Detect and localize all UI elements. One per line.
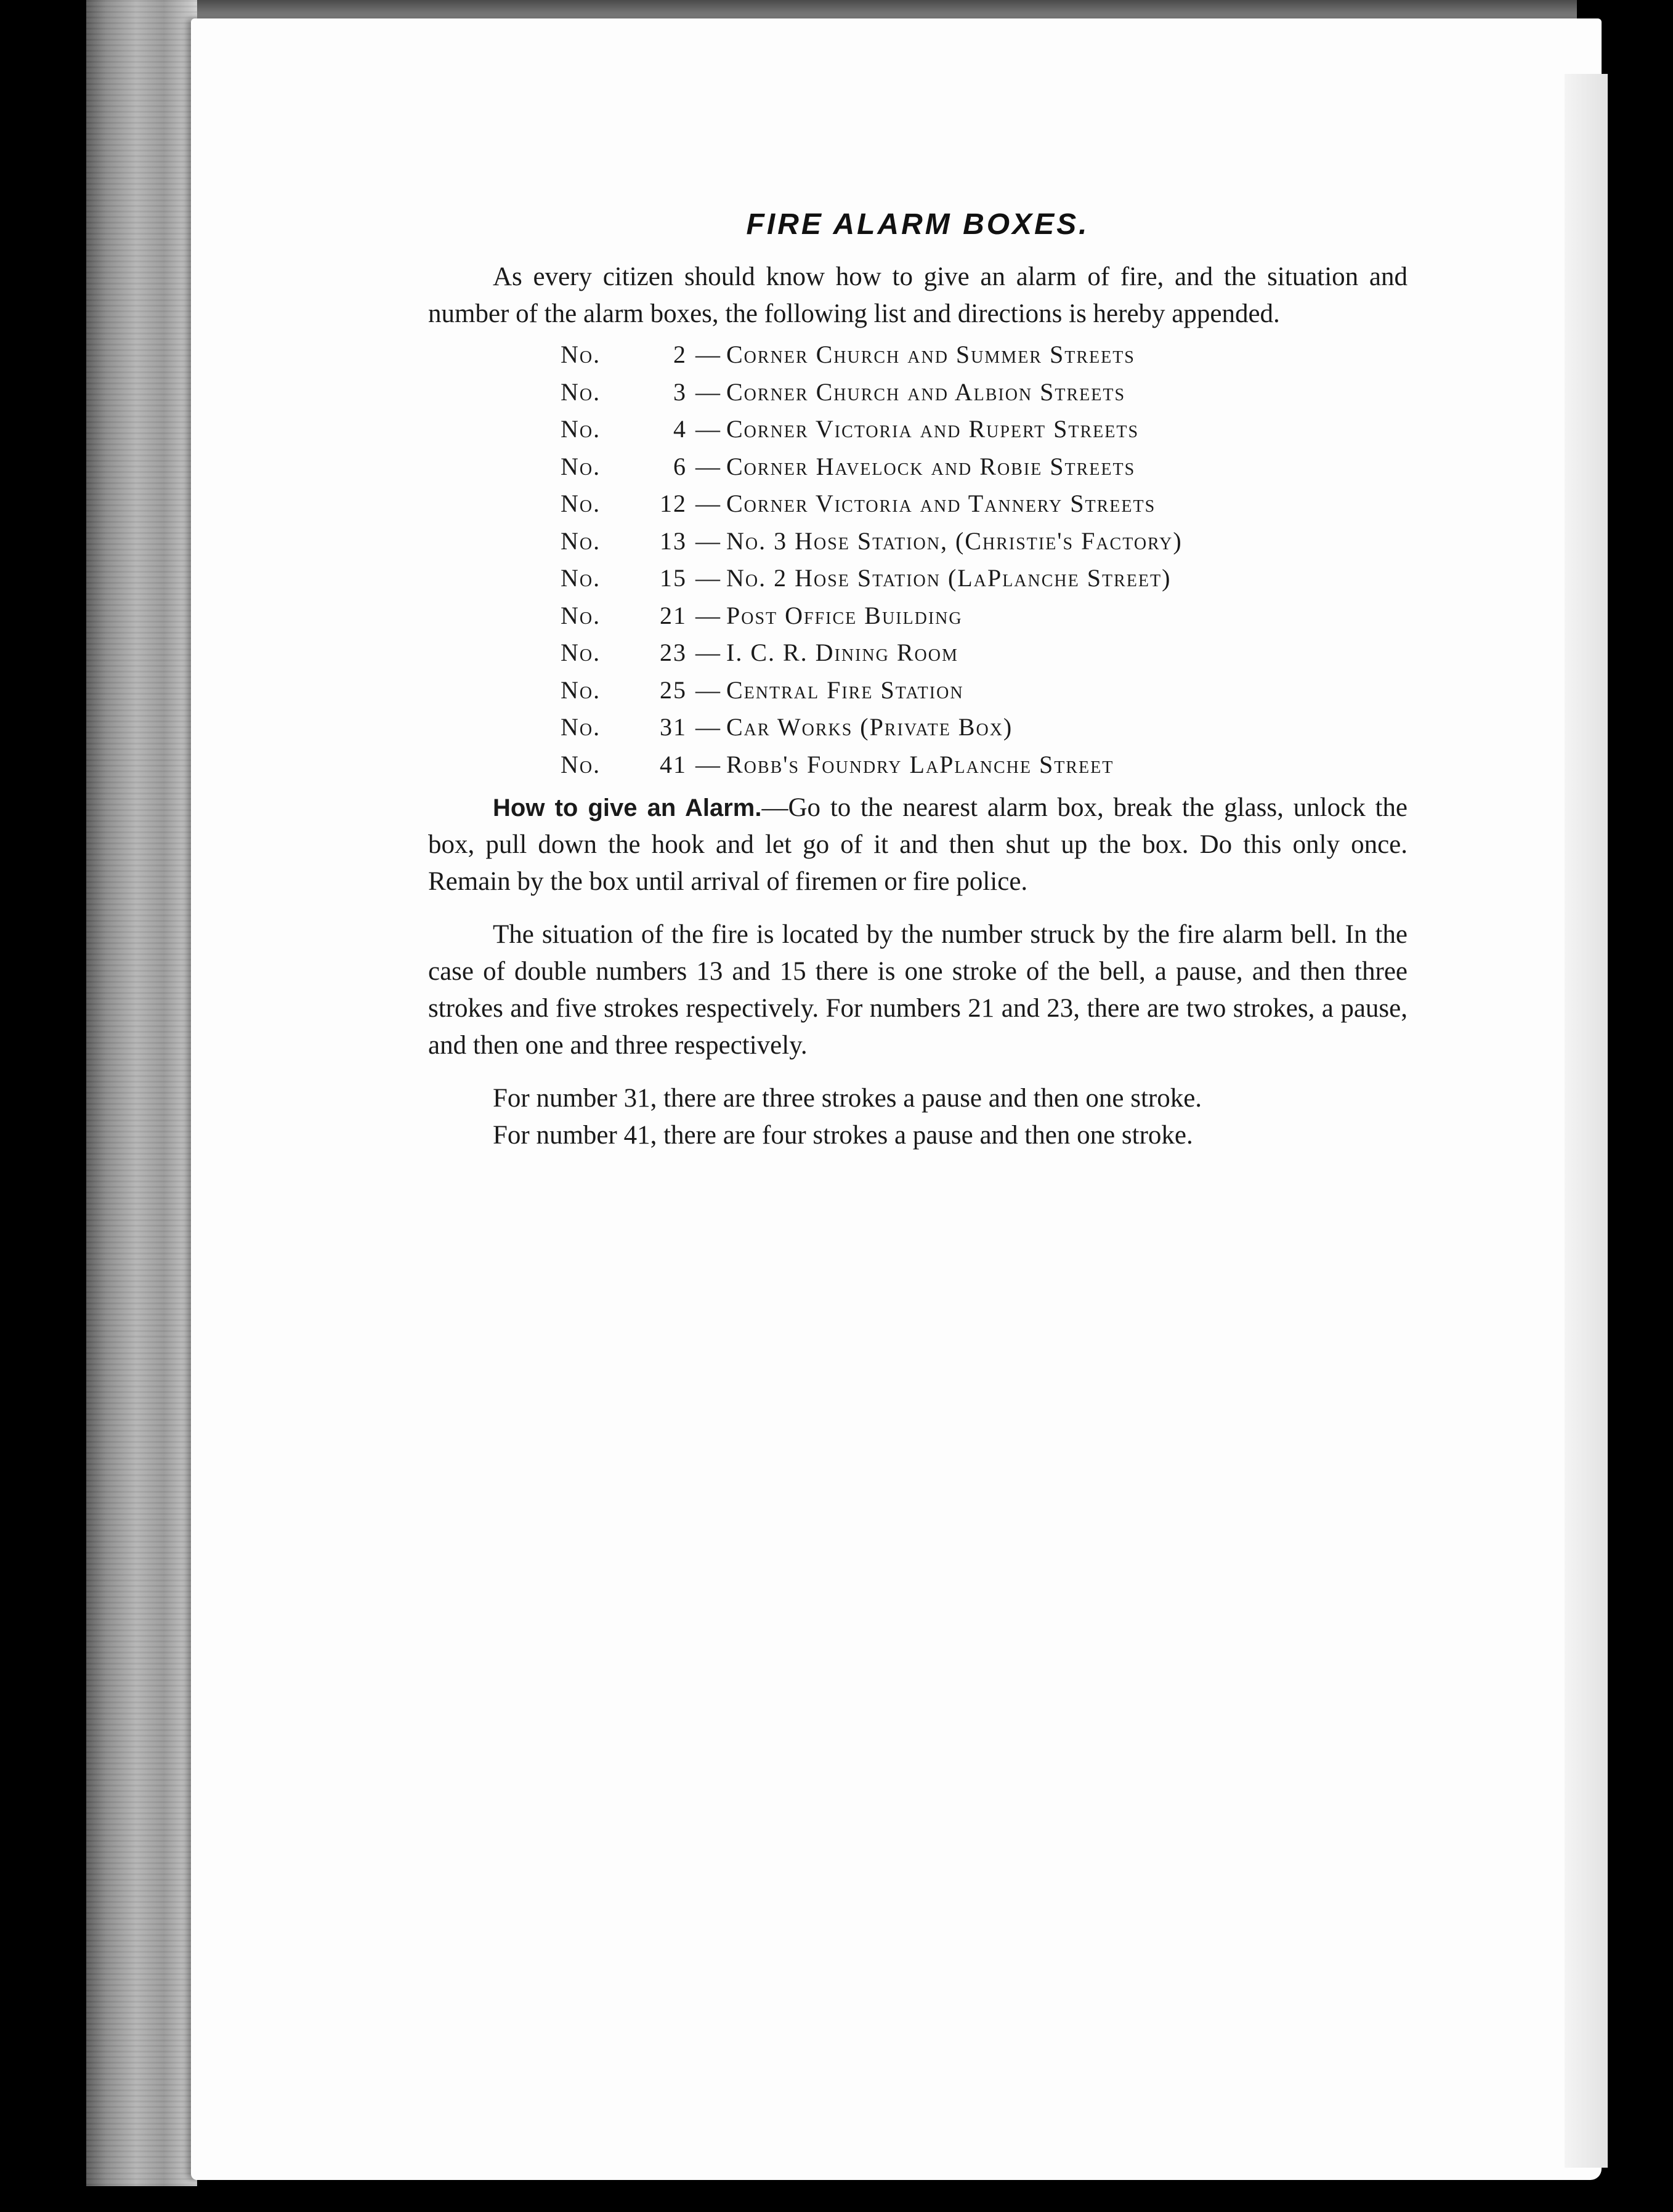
- page-content: [428, 203, 1408, 1154]
- alarm-box-number: [561, 523, 691, 560]
- alarm-box-prefix: No.: [561, 676, 601, 704]
- page-edge: [1565, 74, 1608, 2168]
- alarm-box-number: [561, 560, 691, 597]
- alarm-box-location: Corner Havelock and Robie Streets: [726, 452, 1136, 480]
- alarm-box-item: [561, 336, 1408, 374]
- alarm-box-dash: —: [695, 490, 721, 517]
- alarm-box-dash: —: [695, 601, 721, 629]
- alarm-box-number-value: 12: [660, 490, 687, 517]
- alarm-box-number: [561, 597, 691, 635]
- alarm-box-number: [561, 709, 691, 746]
- howto-text: —Go to the nearest alarm box, break the glass, unlock the box, pull down the hook and let go of it and then shut up the box. Do this only once. Remain by the box until arrival of firemen or fire police.: [428, 793, 1408, 896]
- alarm-box-location: Corner Victoria and Rupert Streets: [726, 415, 1140, 443]
- alarm-box-prefix: No.: [561, 750, 601, 778]
- alarm-box-prefix: No.: [561, 639, 601, 666]
- alarm-box-prefix: No.: [561, 415, 601, 443]
- alarm-box-location: Corner Victoria and Tannery Streets: [726, 490, 1156, 517]
- alarm-box-location: Post Office Building: [726, 601, 963, 629]
- alarm-box-location: I. C. R. Dining Room: [726, 639, 958, 666]
- alarm-box-prefix: No.: [561, 527, 601, 555]
- alarm-box-dash: —: [695, 341, 721, 368]
- alarm-box-number-value: 41: [660, 750, 687, 778]
- alarm-box-item: [561, 485, 1408, 523]
- alarm-box-item: [561, 560, 1408, 597]
- alarm-box-list: [428, 336, 1408, 783]
- alarm-box-number: [561, 746, 691, 784]
- situation-paragraph: The situation of the fire is located by the number struck by the fire alarm bell. In the case of double numbers 13 and 15 there is one stroke of the bell, a pause, and then three strokes and five strokes respectively. For numbers 21 and 23, there are two strokes, a pause, and then one and three respectively.: [428, 920, 1408, 1060]
- alarm-box-item: [561, 746, 1408, 784]
- alarm-box-location: No. 3 Hose Station, (Christie's Factory): [726, 527, 1183, 555]
- alarm-box-prefix: No.: [561, 452, 601, 480]
- alarm-box-location: No. 2 Hose Station (LaPlanche Street): [726, 564, 1172, 592]
- alarm-box-item: [561, 597, 1408, 635]
- alarm-box-location: Car Works (Private Box): [726, 713, 1013, 741]
- alarm-box-number-value: 23: [660, 639, 687, 666]
- intro-paragraph: As every citizen should know how to give an alarm of fire, and the situation and number of the alarm boxes, the following list and directions is hereby appended.: [428, 262, 1408, 328]
- alarm-box-number-value: 3: [673, 377, 687, 406]
- number31-paragraph: For number 31, there are three strokes a pause and then one stroke.: [493, 1084, 1202, 1113]
- alarm-box-prefix: No.: [561, 564, 601, 592]
- alarm-box-item: [561, 709, 1408, 746]
- alarm-box-prefix: No.: [561, 377, 601, 406]
- alarm-box-number: [561, 336, 691, 374]
- alarm-box-item: [561, 374, 1408, 411]
- alarm-box-number-value: 6: [673, 452, 687, 480]
- alarm-box-prefix: No.: [561, 601, 601, 629]
- alarm-box-item: [561, 634, 1408, 672]
- alarm-box-number: [561, 672, 691, 709]
- alarm-box-dash: —: [695, 377, 721, 406]
- alarm-box-dash: —: [695, 676, 721, 704]
- howto-paragraph: [428, 789, 1408, 900]
- alarm-box-prefix: No.: [561, 341, 601, 368]
- alarm-box-number: [561, 374, 691, 411]
- scan-binding-strip: [86, 0, 197, 2186]
- alarm-box-prefix: No.: [561, 490, 601, 517]
- alarm-box-number-value: 25: [660, 676, 687, 704]
- alarm-box-number-value: 4: [673, 415, 687, 443]
- alarm-box-item: [561, 411, 1408, 448]
- alarm-box-number: [561, 634, 691, 672]
- alarm-box-dash: —: [695, 452, 721, 480]
- alarm-box-location: Central Fire Station: [726, 676, 964, 704]
- alarm-box-dash: —: [695, 713, 721, 741]
- number41-paragraph: For number 41, there are four strokes a pause and then one stroke.: [493, 1121, 1193, 1150]
- alarm-box-dash: —: [695, 564, 721, 592]
- alarm-box-dash: —: [695, 750, 721, 778]
- alarm-box-number-value: 15: [660, 564, 687, 592]
- alarm-box-location: Corner Church and Albion Streets: [726, 377, 1126, 406]
- alarm-box-dash: —: [695, 639, 721, 666]
- alarm-box-dash: —: [695, 415, 721, 443]
- alarm-box-item: [561, 523, 1408, 560]
- howto-heading: How to give an Alarm.: [493, 794, 762, 821]
- alarm-box-item: [561, 448, 1408, 486]
- alarm-box-number-value: 31: [660, 713, 687, 741]
- alarm-box-number-value: 13: [660, 527, 687, 555]
- alarm-box-number-value: 2: [673, 341, 687, 368]
- alarm-box-item: [561, 672, 1408, 709]
- alarm-box-dash: —: [695, 527, 721, 555]
- alarm-box-location: Corner Church and Summer Streets: [726, 341, 1135, 368]
- alarm-box-location: Robb's Foundry LaPlanche Street: [726, 750, 1114, 778]
- alarm-box-number: [561, 411, 691, 448]
- alarm-box-number: [561, 448, 691, 486]
- alarm-box-prefix: No.: [561, 713, 601, 741]
- alarm-box-number: [561, 485, 691, 523]
- page-title: FIRE ALARM BOXES.: [746, 208, 1090, 241]
- alarm-box-number-value: 21: [660, 601, 687, 629]
